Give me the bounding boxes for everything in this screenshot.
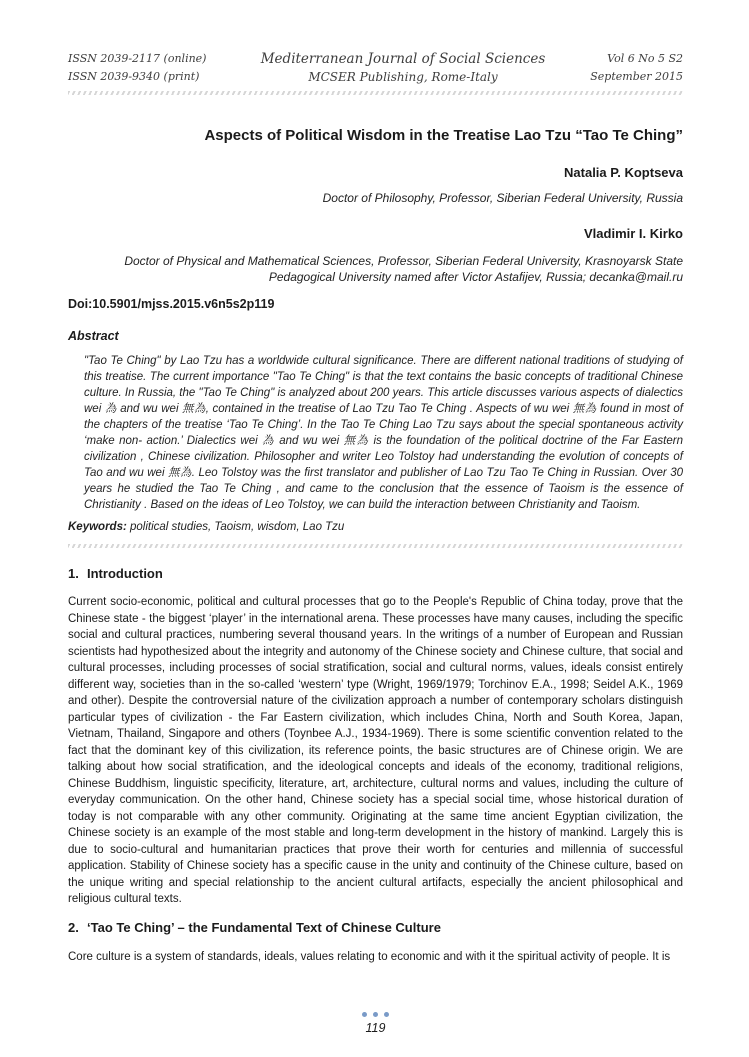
dot-icon [362, 1012, 367, 1017]
journal-name: Mediterranean Journal of Social Sciences [260, 51, 546, 67]
issn-print: ISSN 2039-9340 (print) [68, 70, 200, 83]
issue-volume: Vol 6 No 5 S2 [607, 52, 683, 65]
section-2-paragraph: Core culture is a system of standards, ideals, values relating to economic and with it the spiritual activity of people. It is [68, 950, 671, 963]
journal-header [68, 50, 683, 86]
section-title: ‘Tao Te Ching’ – the Fundamental Text of Chinese Culture [87, 919, 441, 935]
page-number: 119 [365, 1021, 386, 1035]
issn-block [68, 50, 243, 86]
keywords-label: Keywords: [68, 521, 127, 533]
author-affiliation-kirko: Doctor of Physical and Mathematical Sciences, Professor, Siberian Federal University, Krasnoyarsk State Pedagogical University named after Victor Astafijev, Russia; decanka@mail.ru [124, 254, 683, 284]
journal-identity [243, 50, 563, 86]
doi-line: Doi:10.5901/mjss.2015.v6n5s2p119 [68, 297, 275, 311]
introduction-paragraph: Current socio-economic, political and cultural processes that go to the People's Republic of China today, prove that the Chinese state - the biggest ‘player’ in the international arena. These processes have many causes, including the specific social and cultural practices, numbering several thousand years. In the writings of a number of European and Russian scientists had hypothesized about the integrity and autonomy of the Chinese society and Chinese culture, that social and cultural processes, including processes of social stratification, social and cultural norms, values, ideals consist entirely different way, societies than in the so-called ‘western’ type (Wright, 1969/1979; Torchinov E.A., 1998; Seidel A.K., 1969 and other). Despite the controversial nature of the civilization approach a number of contemporary scholars distinguish particular types of civilization - the Far Eastern civilization, which includes China, North and South Korea, Japan, Vietnam, Thailand, Singapore and others (Toynbee A.J., 1934-1969). There is some scientific convention related to the fact that the dominant key of this civilization, its reference points, the basic structures are of Chinese origin. We are talking about how social stratification, and the ideological concepts and ideals of the economy, traditional religions, Chinese Buddhism, linguistic specificity, literature, art, architecture, cultural norms and values, including the culture of everyday communication. On the other hand, Chinese society has a special social time, whose historical duration of today is not comparable with any other community. Originating at the same time ancient Egyptian civilization, the Chinese society is an example of the most stable and long-term development in the history of mankind. Largely this is due to socio-cultural and humanitarian practices that prove their worth for centuries and millennia of successful application. Stability of Chinese society has a specific cause in the unity and continuity of the Chinese culture, based on the unique writing and special relationship to the ancient cultural artifacts, especially the ancient philosophical and religious cultural texts. [68, 596, 683, 905]
author-name-kirko: Vladimir I. Kirko [584, 226, 683, 241]
issue-block [563, 50, 683, 86]
abstract-text: "Tao Te Ching" by Lao Tzu has a worldwide cultural significance. There are different national traditions of studying of this treatise. The current importance "Tao Te Ching" is that the text contains the basic concepts of traditional Chinese culture. In Russia, the "Tao Te Ching" is analyzed about 200 years. This article discusses various aspects of dialectics wei 為 and wu wei 無為, contained in the treatise of Lao Tzu Tao Te Ching . Aspects of wu wei 無為 found in most of the chapters of the treatise ‘Tao Te Ching’. In the Tao Te Ching Lao Tzu says about the special spontaneous activity ‘make non- action.’ Dialectics wei 為 and wu wei 無為 is the foundation of the political doctrine of the Far Eastern civilization , Chinese civilization. Philosopher and writer Leo Tolstoy had understanding the evolution of concepts of Tao and wu wei 無為. Leo Tolstoy was the first translator and publisher of Lao Tzu Tao Te Ching in Russian. Over 30 years he studied the Tao Te Ching , and came to the conclusion that the essence of Taoism is the essence of Christianity . Based on the ideas of Leo Tolstoy, we can build the interaction between Christianity and Taoism. [84, 355, 683, 511]
keywords-line [68, 521, 683, 533]
journal-publisher: MCSER Publishing, Rome-Italy [308, 70, 498, 84]
issn-online: ISSN 2039-2117 (online) [68, 52, 207, 65]
section-heading-tao-te-ching [68, 920, 683, 935]
section-title: Introduction [87, 566, 163, 581]
header-divider [68, 91, 683, 95]
section-divider [68, 544, 683, 548]
section-number: 2. [68, 919, 79, 935]
footer-dots-ornament [68, 1010, 683, 1017]
abstract-heading: Abstract [68, 329, 119, 343]
issue-date: September 2015 [590, 70, 683, 83]
section-heading-introduction [68, 566, 683, 581]
dot-icon [373, 1012, 378, 1017]
article-title: Aspects of Political Wisdom in the Treatise Lao Tzu “Tao Te Ching” [204, 127, 683, 144]
page-footer [68, 1010, 683, 1035]
dot-icon [384, 1012, 389, 1017]
author-name-koptseva: Natalia P. Koptseva [564, 165, 683, 180]
section-number: 1. [68, 566, 79, 581]
author-affiliation-koptseva: Doctor of Philosophy, Professor, Siberian Federal University, Russia [322, 191, 683, 205]
keywords-text: political studies, Taoism, wisdom, Lao Tzu [126, 521, 345, 533]
